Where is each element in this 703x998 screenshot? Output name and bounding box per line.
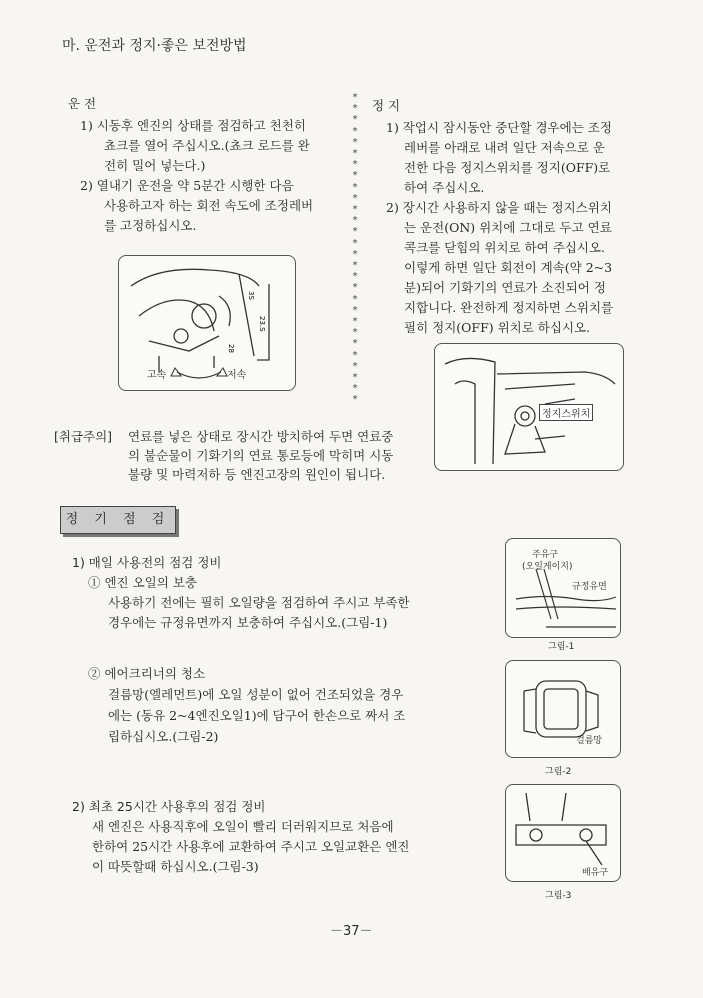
- svg-text:28: 28: [227, 344, 235, 353]
- air-filter-illustration: [506, 661, 620, 757]
- item-line: 사용하기 전에는 필히 오일량을 점검하여 주시고 부족한: [108, 595, 410, 610]
- item-title: ② 에어크리너의 청소: [88, 666, 206, 681]
- figure-1-label: 주유구: [532, 550, 559, 560]
- caution-line: 불량 및 마력저하 등 엔진고장의 원인이 됩니다.: [128, 467, 386, 482]
- figure-3: [505, 784, 621, 882]
- item-line: 이 따뜻할때 하십시오.(그림-3): [92, 859, 259, 874]
- page-title: 마. 운전과 정지·좋은 보전방법: [62, 38, 247, 54]
- figure-3-caption: 그림-3: [545, 891, 572, 901]
- item-line: 한하여 25시간 사용후에 교환하여 주시고 오일교환은 엔진: [92, 839, 410, 854]
- figure-1-label: 규정유면: [572, 582, 607, 592]
- caution-line: 의 불순물이 기화기의 연료 통로등에 막히며 시동: [128, 448, 394, 463]
- section-banner: 정 기 점 검: [60, 506, 176, 534]
- stop-switch-illustration: [435, 344, 623, 470]
- page-number: －37－: [330, 924, 373, 939]
- stop-line: 필히 정지(OFF) 위치로 하십시오.: [404, 320, 591, 335]
- stop-line: 레버를 아래로 내려 일단 저속으로 운: [404, 140, 605, 155]
- stop-line: 지합니다. 완전하게 정지하면 스위치를: [404, 300, 614, 315]
- stop-heading: 정 지: [372, 98, 401, 113]
- figure-1-caption: 그림-1: [548, 642, 575, 652]
- stop-line: 이렇게 하면 일단 회전이 계속(약 2~3: [404, 260, 613, 275]
- throttle-lever-illustration: [119, 256, 295, 390]
- operation-line: 전히 밀어 넣는다.): [104, 158, 206, 173]
- item-line: 새 엔진은 사용직후에 오일이 빨리 더러워지므로 처음에: [92, 819, 394, 834]
- svg-text:3S: 3S: [247, 291, 255, 300]
- operation-line: 를 고정하십시오.: [104, 218, 197, 233]
- figure-label-stop-switch: 정지스위치: [539, 404, 593, 421]
- stop-line: 전한 다음 정지스위치를 정지(OFF)로: [404, 160, 611, 175]
- throttle-lever-figure: [118, 255, 296, 391]
- figure-1-label: (오일게이지): [522, 562, 573, 572]
- stop-line: 1) 작업시 잠시동안 중단할 경우에는 조정: [386, 120, 612, 135]
- operation-heading: 운 전: [68, 96, 97, 111]
- figure-2-caption: 그림-2: [545, 767, 572, 777]
- subsection-title: 1) 매일 사용전의 점검 정비: [72, 555, 222, 570]
- stop-line: 콕크를 닫힘의 위치로 하여 주십시오.: [404, 240, 605, 255]
- item-line: 걸름망(엘레먼트)에 오일 성분이 없어 건조되었을 경우: [108, 687, 404, 702]
- stop-line: 하여 주십시오.: [404, 180, 485, 195]
- operation-line: 사용하고자 하는 회전 속도에 조정레버: [104, 198, 314, 213]
- stop-switch-figure: [434, 343, 624, 471]
- operation-line: 2) 열내기 운전을 약 5분간 시행한 다음: [80, 178, 294, 193]
- operation-line: 쵸크를 열어 주십시오.(쵸크 로드를 완: [104, 138, 310, 153]
- figure-label-high: 고속: [147, 370, 167, 381]
- item-line: 립하십시오.(그림-2): [108, 729, 219, 744]
- caution-line: 연료를 넣은 상태로 장시간 방치하여 두면 연료중: [128, 429, 394, 444]
- operation-line: 1) 시동후 엔진의 상태를 점검하고 천천히: [80, 118, 306, 133]
- caution-label: [취급주의]: [54, 429, 113, 444]
- stop-line: 는 운전(ON) 위치에 그대로 두고 연료: [404, 220, 612, 235]
- figure-3-label: 배유구: [582, 868, 609, 878]
- figure-2: [505, 660, 621, 758]
- figure-2-label: 걸름망: [576, 736, 603, 746]
- stop-line: 분)되어 기화기의 연료가 소진되어 정: [404, 280, 606, 295]
- svg-text:23.S: 23.S: [258, 316, 266, 332]
- subsection-title: 2) 최초 25시간 사용후의 점검 정비: [72, 799, 266, 814]
- item-title: ① 엔진 오일의 보충: [88, 575, 197, 590]
- item-line: 에는 (동유 2~4엔진오일1)에 담구어 한손으로 짜서 조: [108, 708, 406, 723]
- item-line: 경우에는 규정유면까지 보충하여 주십시오.(그림-1): [108, 615, 388, 630]
- column-divider: * * * * * * * * * * * * * * * * * * * * * * * * * * * *: [352, 92, 359, 406]
- figure-label-low: 저속: [227, 370, 247, 381]
- stop-line: 2) 장시간 사용하지 않을 때는 정지스위치: [386, 200, 612, 215]
- figure-1: [505, 538, 621, 638]
